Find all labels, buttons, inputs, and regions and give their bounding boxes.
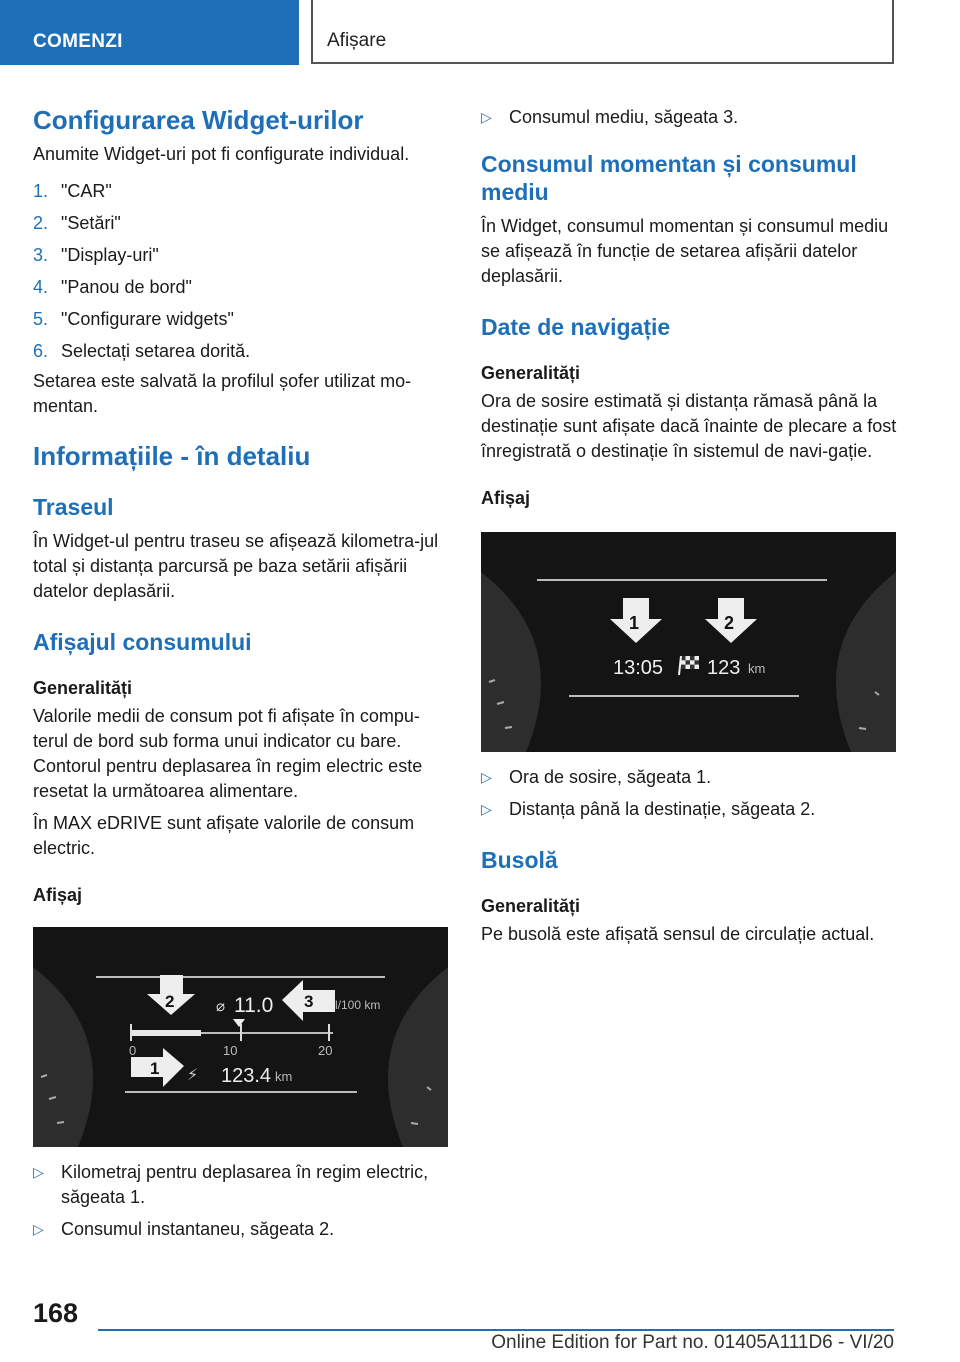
subheading-afisaj: Afișaj	[481, 488, 531, 508]
arrow-2-icon	[147, 975, 195, 1015]
distance-value: 123.4	[221, 1065, 272, 1087]
svg-text:1: 1	[629, 613, 640, 633]
distance-unit: km	[275, 1069, 293, 1084]
paragraph-busola: Pe busolă este afișată sensul de circulație actual.	[481, 924, 875, 944]
arrival-time: 13:05	[613, 657, 664, 679]
heading-configurare: Configurarea Widget-urilor	[33, 105, 364, 135]
triangle-bullet-icon: ▷	[481, 801, 492, 817]
paragraph-navigatie: Ora de sosire estimată și distanța rămasă până la destinație sunt afișate dacă înainte de plecare a fost înregistrată o destinație în sistemul de navi-gație.	[481, 391, 897, 461]
triangle-bullet-icon: ▷	[33, 1164, 44, 1180]
paragraph-saved: Setarea este salvată la profilul șofer utilizat mo-mentan.	[33, 371, 412, 416]
svg-text:2: 2	[724, 613, 735, 633]
step-item: 5. "Configurare widgets"	[33, 309, 234, 329]
chapter-title: Afișare	[327, 30, 387, 51]
continued-caption-list	[481, 105, 897, 130]
figure1-caption-list	[33, 1160, 449, 1242]
paragraph-configurare: Anumite Widget-uri pot fi configurate individual.	[33, 144, 410, 164]
svg-text:3: 3	[304, 992, 314, 1011]
heading-date-navigatie: Date de navigație	[481, 314, 671, 340]
navigation-display-figure	[481, 532, 896, 752]
caption-item: ▷ Consumul instantaneu, săgeata 2.	[33, 1217, 449, 1242]
section-tab	[0, 0, 299, 65]
footer-divider	[98, 1329, 894, 1331]
section-title: COMENZI	[33, 31, 123, 52]
triangle-bullet-icon: ▷	[481, 109, 492, 125]
heading-informatii: Informațiile - în detaliu	[33, 441, 311, 471]
consumption-unit: l/100 km	[335, 998, 381, 1012]
figure2-caption-list	[481, 765, 897, 822]
caption-item: ▷ Kilometraj pentru deplasarea în regim electric, săgeata 1.	[33, 1162, 429, 1207]
scale-label: 20	[318, 1043, 333, 1058]
footer-edition: Online Edition for Part no. 01405A111D6 - VI/20	[491, 1332, 894, 1353]
scale-label: 10	[223, 1043, 238, 1058]
heading-busola: Busolă	[481, 847, 558, 873]
steps-list	[33, 179, 449, 364]
subheading-generalitati: Generalități	[33, 678, 133, 698]
scale-label: 0	[129, 1043, 137, 1058]
right-column	[481, 100, 897, 947]
subheading-generalitati: Generalități	[481, 363, 581, 383]
heading-afisajul-consumului: Afișajul consumului	[33, 629, 252, 655]
paragraph-traseul: În Widget-ul pentru traseu se afișează kilometra-jul total și distanța parcursă pe baza setării afișării datelor deplasării.	[33, 531, 439, 601]
paragraph-consum-momentan: În Widget, consumul momentan și consumul mediu se afișează în funcție de setarea afișării datelor deplasării.	[481, 216, 889, 286]
caption-item: ▷ Ora de sosire, săgeata 1.	[481, 765, 897, 790]
heading-traseul: Traseul	[33, 494, 114, 520]
step-item: 4. "Panou de bord"	[33, 277, 192, 297]
subheading-generalitati: Generalități	[481, 896, 581, 916]
chapter-tab	[311, 0, 894, 64]
step-item: 1. "CAR"	[33, 181, 112, 201]
svg-text:1: 1	[150, 1059, 160, 1078]
page-number: 168	[33, 1298, 79, 1328]
arrow-1-icon	[131, 1048, 184, 1087]
subheading-afisaj: Afișaj	[33, 885, 83, 905]
arrow-1-icon	[610, 598, 662, 643]
triangle-bullet-icon: ▷	[33, 1221, 44, 1237]
consumption-display-figure	[33, 927, 448, 1147]
paragraph-consum-2: În MAX eDRIVE sunt afișate valorile de consum electric.	[33, 813, 415, 858]
step-item: 2. "Setări"	[33, 213, 121, 233]
caption-item: ▷ Consumul mediu, săgeata 3.	[481, 105, 897, 130]
paragraph-consum-1: Valorile medii de consum pot fi afișate în compu-terul de bord sub forma unui indicator cu bare. Contorul pentru deplasarea în regim electric este resetat la următoarea alimentare.	[33, 706, 423, 801]
caption-item: ▷ Distanța până la destinație, săgeata 2.	[481, 797, 897, 822]
diameter-icon: ⌀	[216, 998, 226, 1015]
step-item: 3. "Display-uri"	[33, 245, 159, 265]
svg-text:2: 2	[165, 992, 175, 1011]
checkered-flag-icon	[679, 656, 699, 675]
triangle-bullet-icon: ▷	[481, 769, 492, 785]
distance-unit: km	[748, 661, 766, 676]
electric-car-icon: ⚡	[187, 1065, 199, 1084]
arrow-2-icon	[705, 598, 757, 643]
step-item: 6. Selectați setarea dorită.	[33, 341, 251, 361]
consumption-value: 11.0	[234, 994, 274, 1017]
remaining-distance: 123	[707, 657, 741, 679]
heading-consum-momentan: Consumul momentan și consumul mediu	[481, 151, 857, 205]
arrow-3-icon	[282, 980, 335, 1021]
left-column	[33, 100, 449, 1249]
